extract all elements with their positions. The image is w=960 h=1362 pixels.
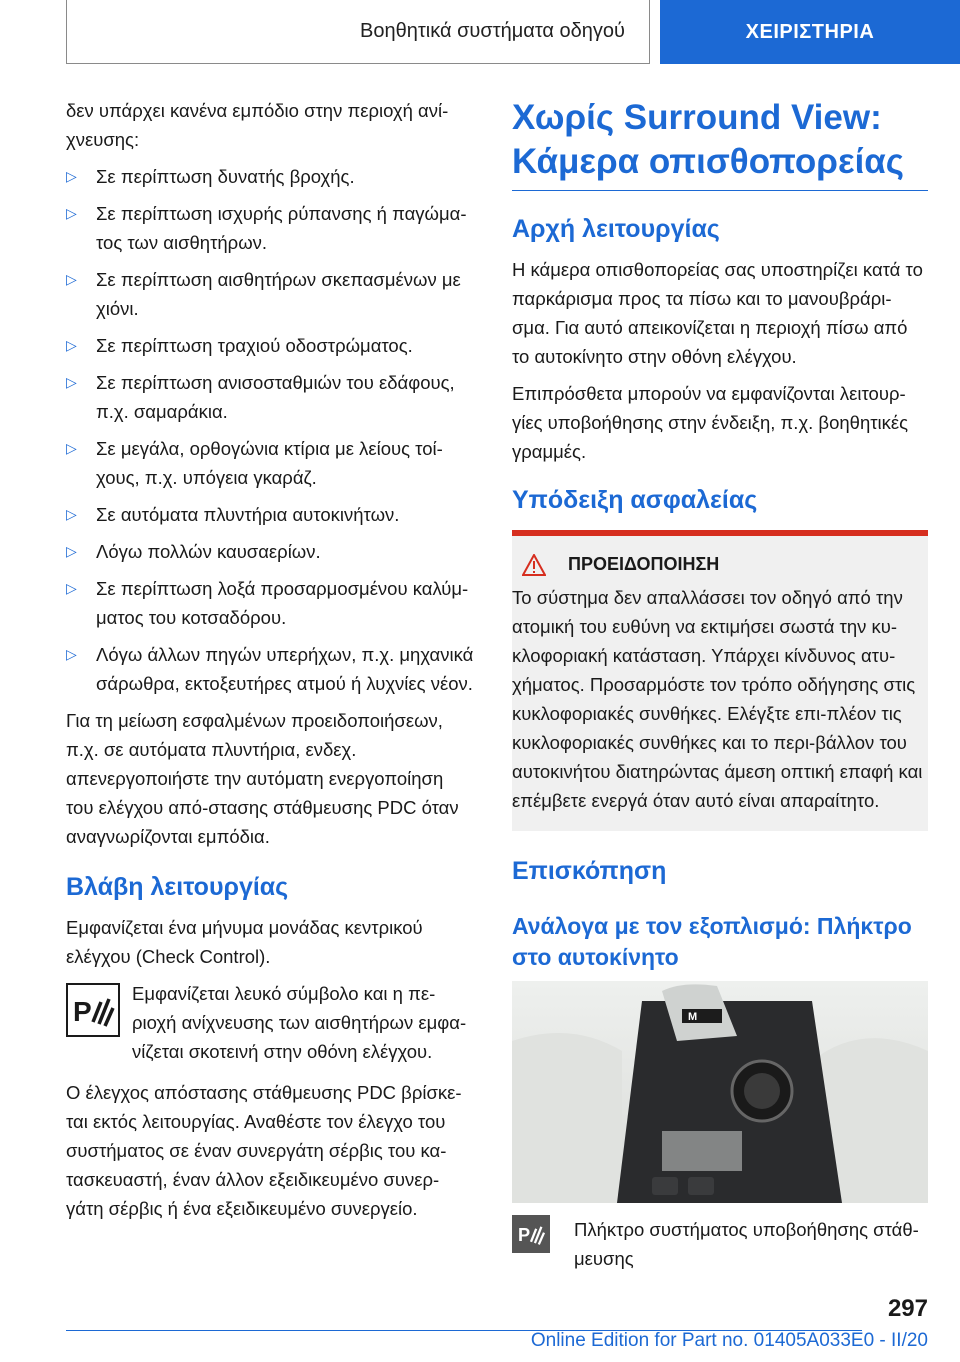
paragraph: Ο έλεγχος απόστασης στάθμευσης PDC βρίσκε-ται εκτός λειτουργίας. Αναθέστε τον έλεγχο του συστήματος σε έναν συνεργάτη σέρβις του κα-τασκευαστή, έναν άλλον εξειδικευμένο συνερ-γάτη σέρβις ή ένα εξειδικευμένο συνεργείο. [66, 1082, 462, 1219]
button-heading: Ανάλογα με τον εξοπλισμό: Πλήκτρο στο αυτοκίνητο [512, 913, 912, 970]
right-column [512, 96, 928, 1285]
overview-heading: Επισκόπηση [512, 857, 667, 885]
warning-text: Το σύστημα δεν απαλλάσσει τον οδηγό από την ατομική του ευθύνη να εκτιμήσει σωστά την κυ-κλοφοριακή κατάσταση. Υπάρχει κίνδυνος ατυ-χήματος. Προσαρμόστε τον τρόπο οδήγησης στις κυκλοφοριακές συνθήκες. Ελέγξτε επι-πλέον τις κυκλοφοριακές συνθήκες και το περι-βάλλον του αυτοκινήτου διατηρώντας άμεση οπτική επαφή και επέμβετε ενεργά όταν αυτό είναι απαραίτητο. [512, 587, 923, 811]
list-item: ▷ Λόγω άλλων πηγών υπερήχων, π.χ. μηχανικά σάρωθρα, εκτοξευτήρες ατμού ή λυχνίες νέον. [66, 640, 474, 698]
edition-text: Online Edition for Part no. 01405A033E0 - II/20 [530, 1330, 928, 1351]
fault-symbol-text: Εμφανίζεται λευκό σύμβολο και η πε-ριοχή ανίχνευσης των αισθητήρων εμφα-νίζεται σκοτεινή στην οθόνη ελέγχου. [132, 983, 467, 1062]
list-item: ▷ Σε περίπτωση τραχιού οδοστρώματος. [66, 331, 474, 360]
list-item: ▷ Σε περίπτωση λοξά προσαρμοσμένου καλύμ-ματος του κοτσαδόρου. [66, 574, 474, 632]
warning-title: ΠΡΟΕΙΔΟΠΟΙΗΣΗ [568, 554, 720, 574]
header-section [66, 0, 650, 64]
list-item: ▷ Σε περίπτωση ισχυρής ρύπανσης ή παγώμα-τος των αισθητήρων. [66, 199, 474, 257]
pdc-button-icon [512, 1215, 550, 1253]
list-item: ▷ Σε περίπτωση ανισοσταθμιών του εδάφους, π.χ. σαμαράκια. [66, 368, 474, 426]
left-column [66, 96, 474, 1231]
header-chapter-title: ΧΕΙΡΙΣΤΗΡΙΑ [745, 20, 875, 43]
header-chapter [660, 0, 960, 64]
header-section-title: Βοηθητικά συστήματα οδηγού [360, 20, 625, 42]
page-number: 297 [887, 1295, 928, 1322]
paragraph: Η κάμερα οπισθοπορείας σας υποστηρίζει κατά το παρκάρισμα προς τα πίσω και το μανουβράρι-σμα. Για αυτό απεικονίζεται η περιοχή πίσω από το αυτοκίνητο στην οθόνη ελέγχου. [512, 259, 923, 367]
list-item: ▷ Σε αυτόματα πλυντήρια αυτοκινήτων. [66, 500, 474, 529]
principle-heading: Αρχή λειτουργίας [512, 215, 720, 243]
section-title: Χωρίς Surround View: Κάμερα οπισθοπορείας [512, 96, 928, 191]
safety-heading: Υπόδειξη ασφαλείας [512, 486, 758, 514]
svg-text:P: P [73, 996, 92, 1027]
m-logo: M [688, 1011, 698, 1023]
paragraph: Εμφανίζεται ένα μήνυμα μονάδας κεντρικού ελέγχου (Check Control). [66, 917, 423, 967]
paragraph: Για τη μείωση εσφαλμένων προειδοποιήσεων, π.χ. σε αυτόματα πλυντήρια, ενδεχ. απενεργοποιήστε την αυτόματη ενεργοποίηση του ελέγχου από-στασης στάθμευσης PDC όταν αναγνωρίζονται εμπόδια. [66, 710, 459, 847]
svg-text:P: P [518, 1225, 531, 1246]
list-item: ▷ Σε περίπτωση αισθητήρων σκεπασμένων με χιόνι. [66, 265, 474, 323]
photo-caption: Πλήκτρο συστήματος υποβοήθησης στάθ-μευσης [574, 1219, 919, 1269]
paragraph: Επιπρόσθετα μπορούν να εμφανίζονται λειτουρ-γίες υποβοήθησης στην ένδειξη, π.χ. βοηθητικές γραμμές. [512, 383, 909, 462]
conditions-list [66, 162, 474, 698]
center-console-photo [512, 981, 928, 1203]
caption-row [512, 1215, 928, 1273]
pdc-fault-icon [66, 983, 120, 1037]
warning-box [512, 530, 928, 831]
list-item: ▷ Σε περίπτωση δυνατής βροχής. [66, 162, 474, 191]
list-item: ▷ Σε μεγάλα, ορθογώνια κτίρια με λείους τοί-χους, π.χ. υπόγεια γκαράζ. [66, 434, 474, 492]
warning-header [512, 550, 928, 579]
fault-heading: Βλάβη λειτουργίας [66, 873, 289, 901]
fault-symbol-row [66, 979, 474, 1066]
warning-triangle-icon [522, 554, 546, 576]
intro-text: δεν υπάρχει κανένα εμπόδιο στην περιοχή ανί-χνευσης: [66, 100, 449, 150]
list-item: ▷ Λόγω πολλών καυσαερίων. [66, 537, 474, 566]
